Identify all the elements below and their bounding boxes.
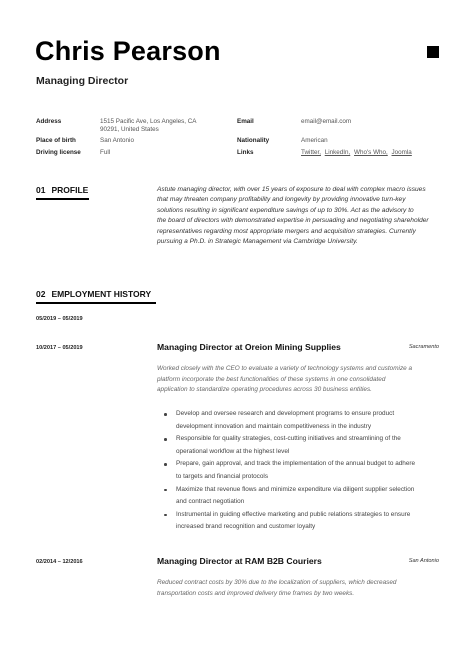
section-number: 02 xyxy=(36,289,46,299)
responsibility-item xyxy=(176,433,461,458)
description-line: application to standardize operating procedures across 30 business entities. xyxy=(157,386,372,394)
link-twitter[interactable]: Twitter, xyxy=(301,149,321,156)
section-title: EMPLOYMENT HISTORY xyxy=(51,289,152,299)
job-location: Sacramento xyxy=(408,344,439,350)
decorative-square xyxy=(427,46,439,58)
responsibility-text: to targets and financial protocols xyxy=(176,472,269,480)
responsibility-text: development innovation and maintain competitiveness in the industry xyxy=(176,422,372,430)
address-label: Address xyxy=(36,118,62,125)
email-value[interactable]: email@email.com xyxy=(301,118,352,125)
responsibility-text: Develop and oversee research and development programs to ensure product xyxy=(176,410,395,417)
section-title: PROFILE xyxy=(51,185,89,195)
responsibility-text: increased brand recognition and customer loyalty xyxy=(176,523,316,531)
job-description xyxy=(157,364,442,396)
description-line: platform incorporate the best functionalities of these systems in one consolidated xyxy=(157,375,386,383)
profile-summary xyxy=(157,185,442,247)
email-label: Email xyxy=(237,118,254,125)
license-label: Driving license xyxy=(36,149,81,156)
responsibility-item xyxy=(176,408,461,433)
responsibility-text: Maximize that revenue flows and minimize expenditure via diligent supplier selection xyxy=(176,485,415,493)
link-whos-who[interactable]: Who's Who, xyxy=(354,149,388,156)
job-role: Managing Director xyxy=(36,75,129,87)
address-line: 90291, United States xyxy=(100,126,159,133)
address-line: 1515 Pacific Ave, Los Angeles, CA xyxy=(100,118,197,125)
responsibility-item xyxy=(176,484,461,509)
job-title: Managing Director at Oreion Mining Supplies xyxy=(157,342,341,352)
profile-line: pursuing a Ph.D. in Strategic Management via Cambridge University. xyxy=(157,238,358,246)
responsibility-text: Responsible for quality strategies, cost-cutting initiatives and streamlining of the xyxy=(176,435,401,443)
profile-line: solutions resulting in significant expenditure savings of up to 30%. Act as the advisory to xyxy=(157,206,414,214)
responsibility-text: operational workflow at the highest level xyxy=(176,447,290,455)
responsibility-text: and contract negotiation xyxy=(176,498,245,506)
job-title: Managing Director at RAM B2B Couriers xyxy=(157,556,322,566)
employment-underline xyxy=(36,302,156,304)
birth-value: San Antonio xyxy=(100,137,134,144)
address-value xyxy=(100,118,237,134)
job-location: San Antonio xyxy=(408,558,439,564)
description-line: transportation costs and improved delivery time frames by two weeks. xyxy=(157,589,355,597)
job-date: 02/2014 – 12/2016 xyxy=(36,559,83,565)
details-row xyxy=(36,137,446,145)
profile-underline xyxy=(36,198,89,200)
profile-heading xyxy=(36,185,88,195)
nationality-value: American xyxy=(301,137,328,144)
profile-line: that may threaten company profitability and longevity by providing innovative turn-key xyxy=(157,196,406,204)
description-line: Worked closely with the CEO to evaluate a variety of technology systems and customize a xyxy=(157,365,413,372)
description-line: Reduced contract costs by 30% due to the localization of suppliers, which decreased xyxy=(157,579,397,586)
links-label: Links xyxy=(237,149,254,156)
responsibility-text: Instrumental in guiding effective marketing and public relations strategies to ensure xyxy=(176,510,411,518)
employment-date: 05/2019 – 05/2019 xyxy=(36,316,83,322)
job-date: 10/2017 – 05/2019 xyxy=(36,345,83,351)
link-joomla[interactable]: Joomla xyxy=(391,149,412,156)
personal-details xyxy=(36,118,446,157)
responsibility-item xyxy=(176,458,461,483)
candidate-name: Chris Pearson xyxy=(35,36,221,66)
details-row xyxy=(36,118,446,134)
details-row xyxy=(36,149,446,157)
license-value: Full xyxy=(100,149,111,156)
profile-line: the board of directors with demonstrated expertise in persuading and negotiating shareholder xyxy=(157,217,429,225)
section-number: 01 xyxy=(36,185,46,195)
profile-line: Astute managing director, with over 15 years of exposure to deal with complex macro issues xyxy=(157,186,426,193)
link-linkedin[interactable]: LinkedIn, xyxy=(324,149,351,156)
responsibility-text: Prepare, gain approval, and track the implementation of the annual budget to adhere xyxy=(176,460,416,468)
employment-heading xyxy=(36,289,151,299)
responsibility-item xyxy=(176,509,461,534)
job-responsibilities xyxy=(157,408,461,534)
links-list xyxy=(301,149,441,157)
profile-line: representatives regarding most appropriate mergers and acquisition strategies. Currently xyxy=(157,227,416,235)
nationality-label: Nationality xyxy=(237,137,270,144)
job-description xyxy=(157,578,442,599)
birth-label: Place of birth xyxy=(36,137,76,144)
